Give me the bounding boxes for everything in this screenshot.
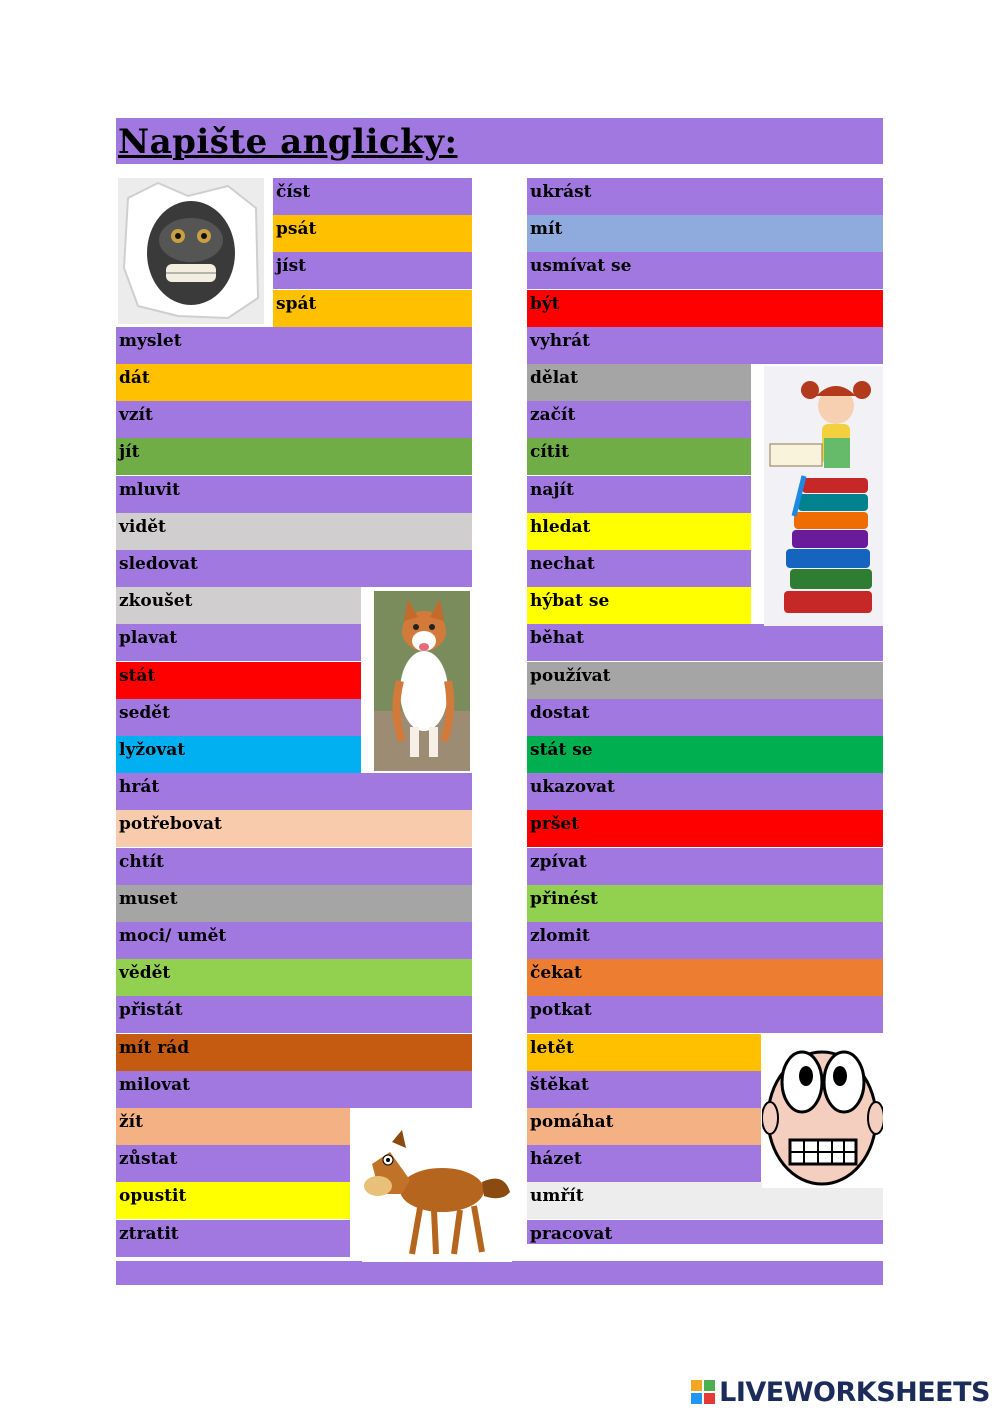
dog-picture xyxy=(374,591,470,771)
left-word-row: ztratit xyxy=(116,1220,350,1257)
logo-grid-icon xyxy=(691,1380,715,1404)
bottom-band xyxy=(116,1261,883,1285)
right-word-row: cítit xyxy=(527,438,751,475)
left-word-row: muset xyxy=(116,885,472,922)
left-word-row: spát xyxy=(273,290,472,327)
right-word-row: pršet xyxy=(527,810,883,847)
left-word-row: lyžovat xyxy=(116,736,361,773)
right-word-row: začít xyxy=(527,401,751,438)
left-word-row: moci/ umět xyxy=(116,922,472,959)
left-word-row: mít rád xyxy=(116,1034,472,1071)
left-word-row: vzít xyxy=(116,401,472,438)
monkey-picture xyxy=(118,178,264,324)
left-word-row: stát xyxy=(116,662,361,699)
left-word-row: vědět xyxy=(116,959,472,996)
right-word-row: používat xyxy=(527,662,883,699)
right-word-row: házet xyxy=(527,1145,761,1182)
right-word-row: usmívat se xyxy=(527,252,883,289)
left-word-row: psát xyxy=(273,215,472,252)
right-word-row: přinést xyxy=(527,885,883,922)
left-word-row: opustit xyxy=(116,1182,350,1219)
right-word-row: vyhrát xyxy=(527,327,883,364)
girl-reading-on-books-picture xyxy=(764,366,883,626)
right-word-row: zlomit xyxy=(527,922,883,959)
left-word-row: žít xyxy=(116,1108,350,1145)
right-word-row: letět xyxy=(527,1034,761,1071)
left-word-row: vidět xyxy=(116,513,472,550)
right-word-row: pomáhat xyxy=(527,1108,761,1145)
right-word-row: dostat xyxy=(527,699,883,736)
left-word-row: přistát xyxy=(116,996,472,1033)
right-word-row: hledat xyxy=(527,513,751,550)
right-word-row: mít xyxy=(527,215,883,252)
logo-text: LIVEWORKSHEETS xyxy=(719,1376,990,1408)
right-word-row: potkat xyxy=(527,996,883,1033)
left-word-row: plavat xyxy=(116,624,361,661)
right-word-row: čekat xyxy=(527,959,883,996)
right-word-row: zpívat xyxy=(527,848,883,885)
right-word-row: ukrást xyxy=(527,178,883,215)
left-word-row: jíst xyxy=(273,252,472,289)
right-word-row: najít xyxy=(527,476,751,513)
left-word-row: potřebovat xyxy=(116,810,472,847)
right-word-row: běhat xyxy=(527,624,883,661)
scared-face-picture xyxy=(762,1038,883,1188)
left-word-row: sedět xyxy=(116,699,361,736)
right-word-row: pracovat xyxy=(527,1220,883,1244)
left-word-row: hrát xyxy=(116,773,472,810)
right-word-row: štěkat xyxy=(527,1071,761,1108)
left-word-row: chtít xyxy=(116,848,472,885)
left-word-row: dát xyxy=(116,364,472,401)
right-word-row: být xyxy=(527,290,883,327)
left-word-row: myslet xyxy=(116,327,472,364)
left-word-row: sledovat xyxy=(116,550,472,587)
left-word-row: milovat xyxy=(116,1071,472,1108)
left-word-row: mluvit xyxy=(116,476,472,513)
right-word-row: dělat xyxy=(527,364,751,401)
cartoon-horse-picture xyxy=(362,1122,512,1262)
right-word-row: ukazovat xyxy=(527,773,883,810)
right-word-row: umřít xyxy=(527,1182,883,1219)
right-word-row: nechat xyxy=(527,550,751,587)
left-word-row: jít xyxy=(116,438,472,475)
liveworksheets-logo xyxy=(691,1377,990,1407)
left-word-row: zkoušet xyxy=(116,587,361,624)
page-title: Napište anglicky: xyxy=(118,122,458,162)
left-word-row: zůstat xyxy=(116,1145,350,1182)
right-word-row: hýbat se xyxy=(527,587,751,624)
left-word-row: číst xyxy=(273,178,472,215)
right-word-row: stát se xyxy=(527,736,883,773)
